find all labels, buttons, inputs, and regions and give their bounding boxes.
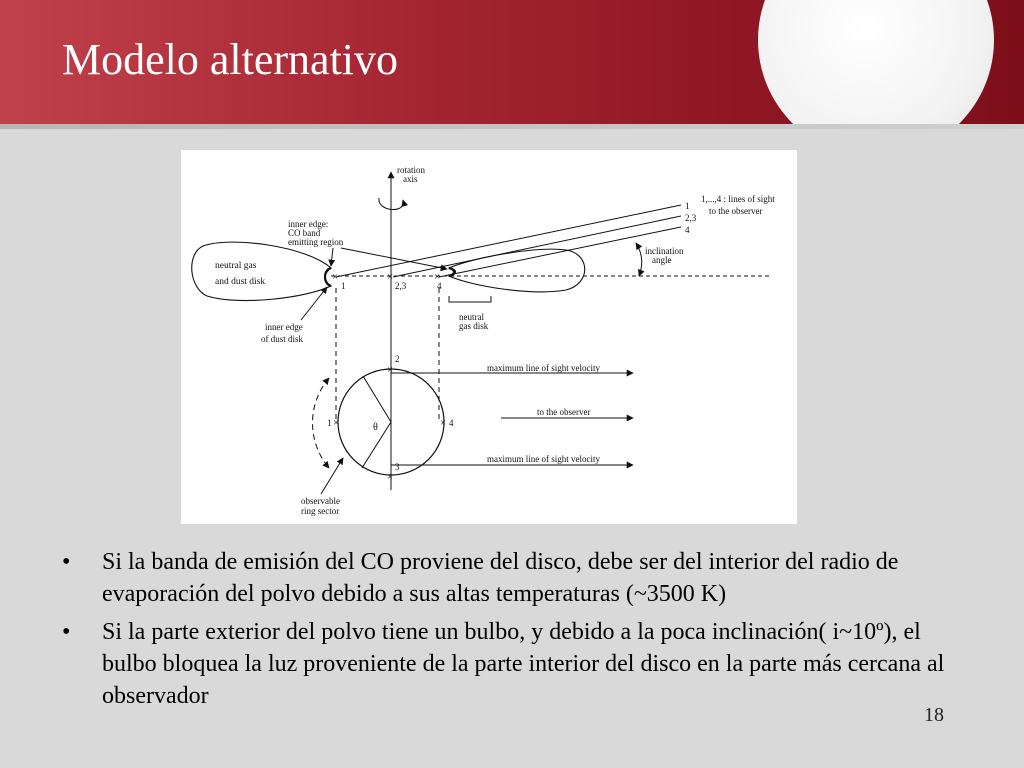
ring-cross-4: × bbox=[440, 417, 447, 429]
theta-label: θ bbox=[373, 422, 378, 433]
inner-dust-edge-label: inner edge bbox=[265, 322, 303, 332]
neutral-gas-disk-bracket bbox=[449, 296, 491, 302]
bullet-text: Si la parte exterior del polvo tiene un bulbo, y debido a la poca inclinación( i~10º), el bulbo bloquea la luz proveniente de la parte interior del disco en la parte más cercana al observador bbox=[102, 619, 945, 709]
neutral-gas-label: neutral gas bbox=[215, 261, 257, 271]
neutral-gas-disk-label: gas disk bbox=[459, 321, 489, 331]
point-label-4: 4 bbox=[437, 281, 442, 291]
ring-cross-1: × bbox=[333, 417, 340, 429]
ring-label-1: 1 bbox=[327, 418, 332, 428]
page-number: 18 bbox=[924, 704, 944, 726]
lines-of-sight-label: 1,...,4 : lines of sight bbox=[701, 194, 775, 204]
max-velocity-label-top: maximum line of sight velocity bbox=[487, 363, 600, 373]
disk-model-diagram bbox=[181, 150, 797, 524]
inner-edge-pointer bbox=[341, 248, 447, 269]
rotation-axis-label: rotation bbox=[397, 165, 425, 175]
los-number-23: 2,3 bbox=[685, 213, 697, 223]
ring-label-4: 4 bbox=[449, 418, 454, 428]
point-label-1: 1 bbox=[341, 281, 346, 291]
slide-header bbox=[0, 0, 1024, 124]
disk-model-figure bbox=[181, 150, 797, 524]
bullet-text: Si la banda de emisión del CO proviene del disco, debe ser del interior del radio de evaporación del polvo debido a sus altas temperaturas (~3500 K) bbox=[102, 549, 899, 607]
max-velocity-label-bottom: maximum line of sight velocity bbox=[487, 454, 600, 464]
ring-cross-3: × bbox=[387, 471, 394, 483]
cross-marker: × bbox=[387, 271, 394, 283]
cross-marker: × bbox=[434, 271, 441, 283]
rotation-axis-label: axis bbox=[403, 174, 418, 184]
header-decorative-circle bbox=[758, 0, 994, 124]
neutral-gas-label: and dust disk bbox=[215, 277, 266, 287]
inclination-angle-label: angle bbox=[652, 255, 672, 265]
neutral-gas-disk-label: neutral bbox=[459, 312, 484, 322]
bullet-item bbox=[62, 616, 962, 712]
slide-title: Modelo alternativo bbox=[62, 35, 399, 84]
ring-label-3: 3 bbox=[395, 462, 400, 472]
cross-marker: × bbox=[332, 271, 339, 283]
to-observer-label: to the observer bbox=[537, 407, 591, 417]
observable-sector-label: ring sector bbox=[301, 506, 340, 516]
inner-edge-label: inner edge: bbox=[288, 219, 329, 229]
bullet-icon: • bbox=[62, 549, 71, 575]
bullet-list bbox=[62, 546, 962, 718]
point-label-23: 2,3 bbox=[395, 281, 407, 291]
ring-label-2: 2 bbox=[395, 354, 400, 364]
inclination-angle-label: inclination bbox=[645, 246, 684, 256]
los-number-1: 1 bbox=[685, 201, 690, 211]
header-divider bbox=[0, 124, 1024, 129]
bullet-icon: • bbox=[62, 619, 71, 645]
inner-dust-edge-label: of dust disk bbox=[261, 334, 304, 344]
observable-sector-label: observable bbox=[301, 496, 340, 506]
inner-edge-label: emitting region bbox=[288, 237, 344, 247]
left-inner-edge bbox=[325, 268, 331, 286]
lines-of-sight-label: to the observer bbox=[709, 206, 763, 216]
ring-cross-2: × bbox=[387, 364, 394, 376]
line-of-sight-1 bbox=[336, 205, 681, 277]
inner-edge-label: CO band bbox=[288, 228, 321, 238]
inclination-angle-arc bbox=[636, 243, 642, 276]
los-number-4: 4 bbox=[685, 225, 690, 235]
left-disk-shape bbox=[192, 242, 331, 300]
bullet-item bbox=[62, 546, 962, 610]
inner-edge-pointer bbox=[331, 248, 333, 266]
observable-sector-pointer bbox=[321, 458, 343, 494]
